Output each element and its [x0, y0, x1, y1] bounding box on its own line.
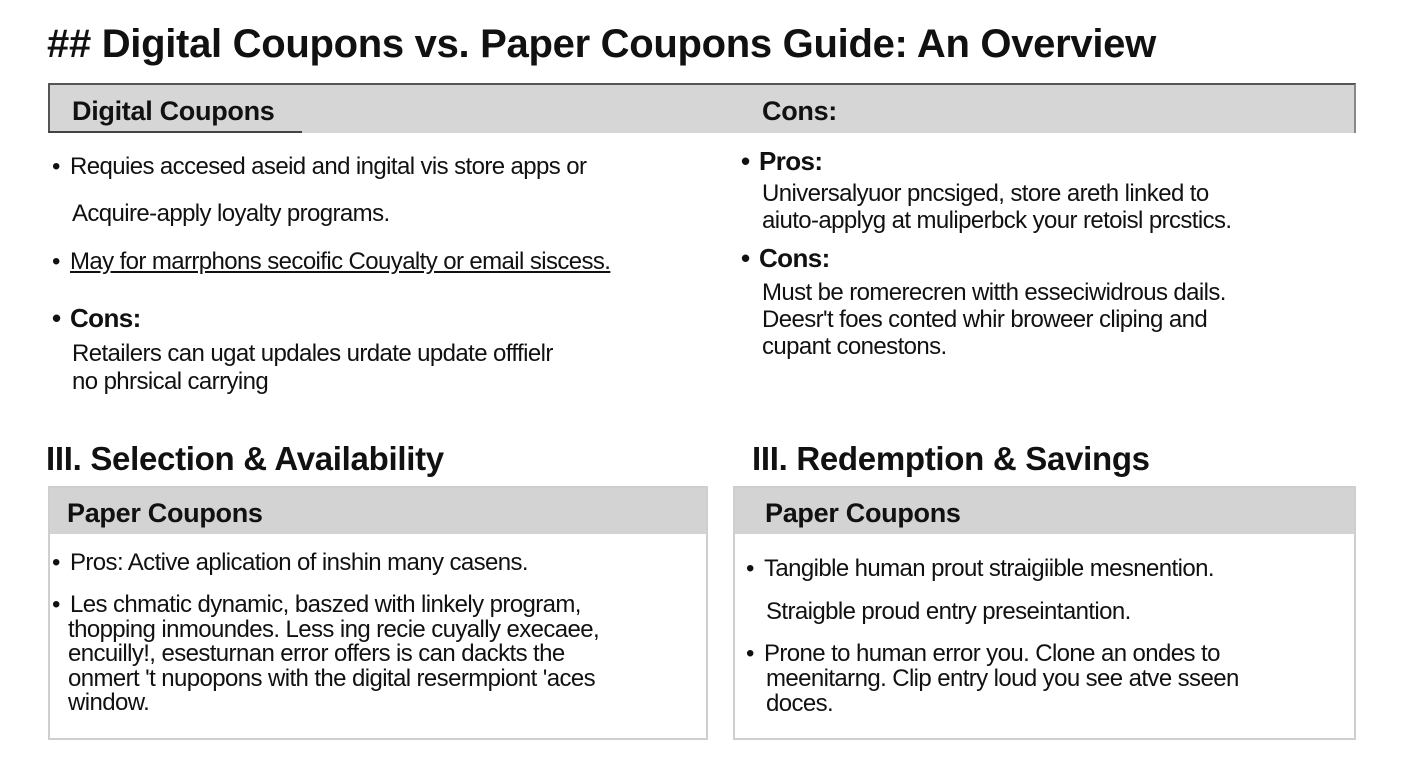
list-item: • Requies accesed aseid and ingital vis store apps or: [52, 153, 587, 180]
line: meenitarng. Clip entry loud you see atve sseen: [766, 665, 1239, 692]
cons-header: Cons:: [762, 96, 837, 126]
line: Les chmatic dynamic, baszed with linkely program,: [70, 591, 581, 618]
line: doces.: [766, 690, 834, 717]
cons-label: • Cons:: [741, 243, 830, 273]
line: Must be romerecren witth esseciwidrous dails.: [762, 279, 1226, 306]
line: aiuto-applyg at muliperbck your retoisl prcstics.: [762, 207, 1232, 234]
cons-label-text: Cons:: [70, 303, 141, 333]
pros-label-text: Pros:: [759, 146, 823, 176]
pros-label: • Pros:: [741, 146, 823, 176]
pros-text: [762, 180, 1231, 234]
line: cupant conestons.: [762, 333, 947, 360]
item-text: Pros: Active aplication of inshin many casens.: [70, 549, 528, 576]
line: Prone to human error you. Clone an ondes to: [764, 640, 1220, 667]
paper-coupons-header: Paper Coupons: [67, 498, 263, 528]
list-item: • Tangible human prout straigiible mesnention.: [746, 555, 1214, 582]
item-text: Requies accesed aseid and ingital vis store apps or: [70, 153, 587, 180]
line: Universalyuor pncsiged, store areth linked to: [762, 180, 1209, 207]
page-title: ## Digital Coupons vs. Paper Coupons Guide: An Overview: [47, 22, 1156, 66]
list-item: • Prone to human error you. Clone an ondes to meenitarng. Clip entry loud you see atve sseen doces.: [746, 640, 1239, 717]
list-item: • Les chmatic dynamic, baszed with linkely program, thopping inmoundes. Less ing recie cuyally execaee, encuilly!, esesturnan error offers is can dackts the onmert 't nupopons with the digital resermpiont 'aces window.: [52, 591, 600, 716]
digital-coupons-header: Digital Coupons: [72, 96, 275, 126]
line: thopping inmoundes. Less ing recie cuyally execaee,: [68, 615, 600, 643]
line: onmert 't nupopons with the digital resermpiont 'aces: [68, 664, 595, 692]
section-heading-selection: III. Selection & Availability: [46, 440, 444, 477]
line: no phrsical carrying: [72, 368, 269, 395]
cons-label-text: Cons:: [759, 243, 830, 273]
cons-label: • Cons:: [52, 303, 141, 333]
line: window.: [68, 689, 150, 716]
cons-text: [72, 340, 553, 396]
line: encuilly!, esesturnan error offers is can dackts the: [68, 640, 565, 667]
list-item: • Pros: Active aplication of inshin many casens.: [52, 549, 528, 576]
list-item: • May for marrphons secoific Couyalty or email siscess.: [52, 248, 611, 275]
line: Deesr't foes conted whir broweer cliping and: [762, 306, 1208, 333]
header-underline: [48, 131, 302, 133]
paper-coupons-header: Paper Coupons: [765, 498, 961, 528]
item-text: Straigble proud entry preseintantion.: [766, 598, 1131, 625]
cons-text: [762, 279, 1226, 360]
item-text: May for marrphons secoific Couyalty or email siscess.: [70, 248, 611, 275]
line: Retailers can ugat updales urdate update offfielr: [72, 340, 553, 367]
item-text: Tangible human prout straigiible mesnention.: [764, 555, 1214, 582]
item-text: Acquire-apply loyalty programs.: [72, 200, 390, 227]
section-heading-redemption: III. Redemption & Savings: [752, 440, 1150, 477]
